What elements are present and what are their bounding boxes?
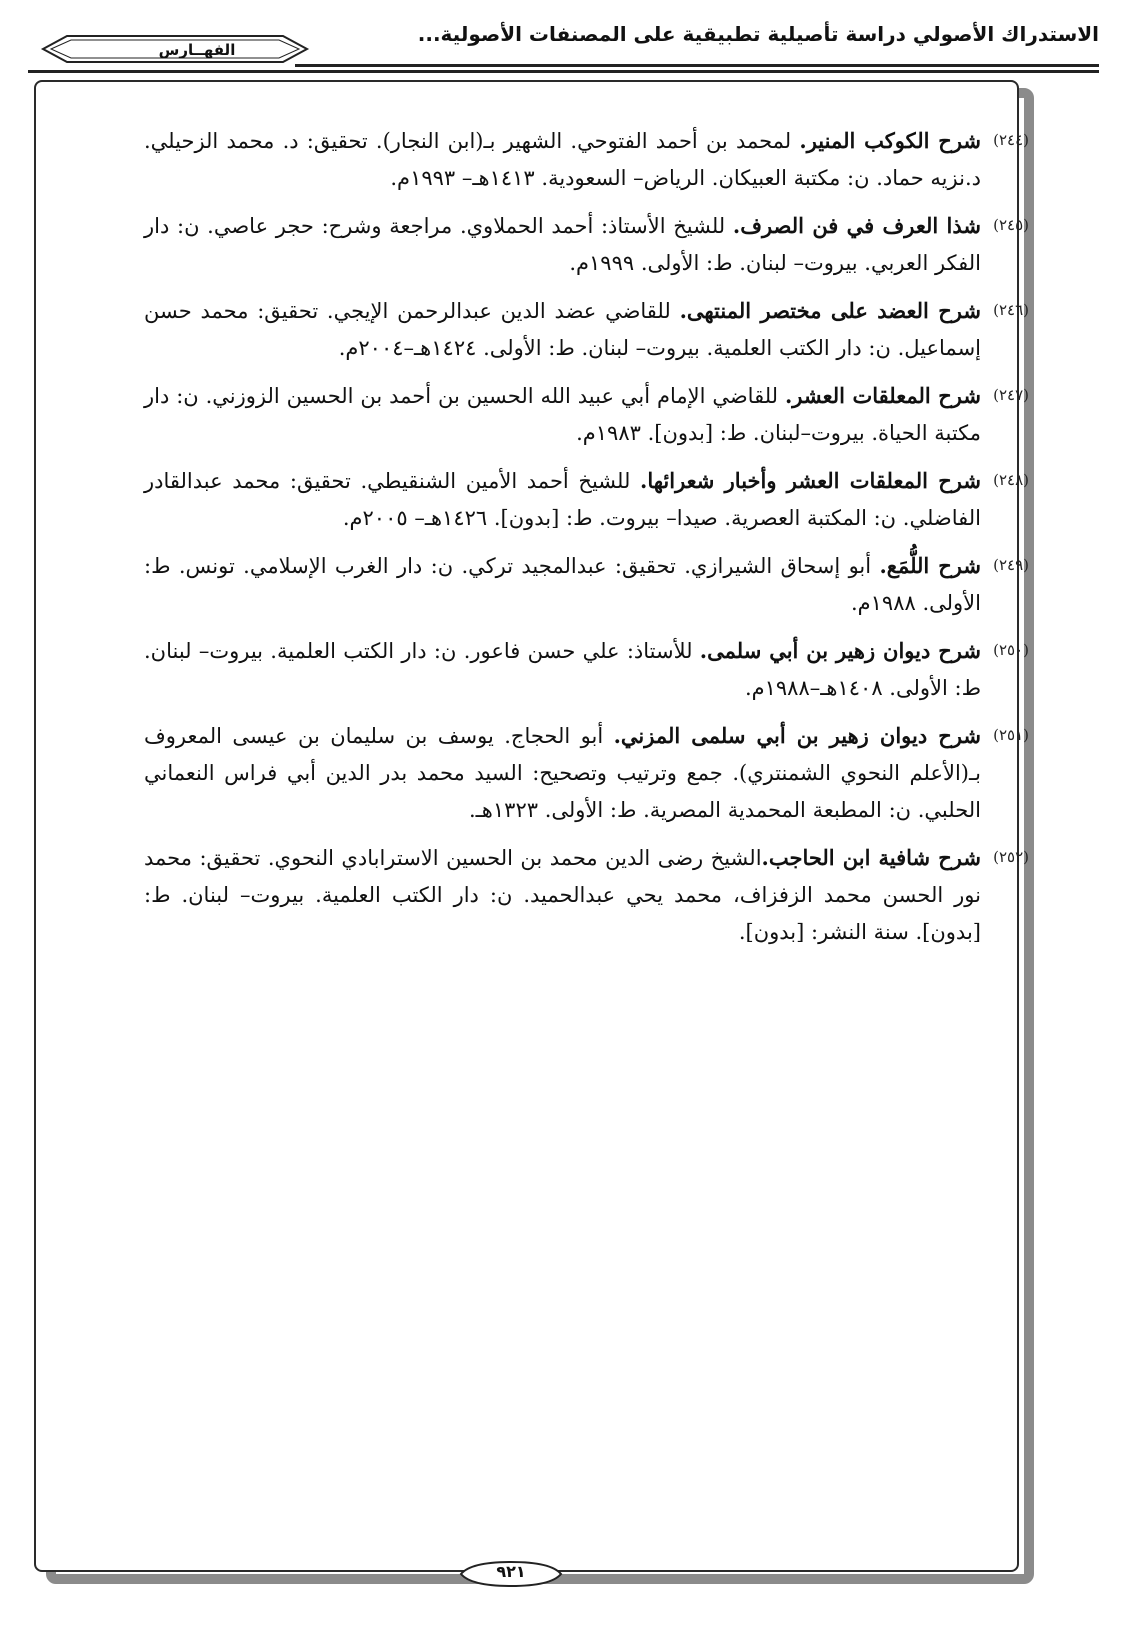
entry-title: شرح المعلقات العشر. xyxy=(784,383,981,408)
bibliography-entry xyxy=(144,122,1029,197)
bibliography-entry xyxy=(144,839,1029,951)
entry-number: (٢٥١) xyxy=(993,726,1029,744)
entry-number: (٢٥٠) xyxy=(993,641,1029,659)
bibliography-entry xyxy=(144,632,1029,707)
entry-number: (٢٤٧) xyxy=(993,386,1029,404)
entry-title: شرح المعلقات العشر وأخبار شعرائها. xyxy=(640,468,981,493)
bibliography-entry xyxy=(144,462,1029,537)
bibliography-entry xyxy=(144,292,1029,367)
header-rule-secondary xyxy=(28,70,1099,73)
entry-number: (٢٥٢) xyxy=(993,848,1029,866)
entry-title: شذا العرف في فن الصرف. xyxy=(732,213,981,238)
bibliography-entry xyxy=(144,207,1029,282)
entry-number: (٢٤٦) xyxy=(993,301,1029,319)
bibliography-entry xyxy=(144,377,1029,452)
bibliography-entry xyxy=(144,547,1029,622)
entry-text: أبو إسحاق الشيرازي. تحقيق: عبدالمجيد تركي. ن: دار الغرب الإسلامي. تونس. ط: الأولى. ١٩٨٨م. xyxy=(144,554,981,615)
header-title: الاستدراك الأصولي دراسة تأصيلية تطبيقية على المصنفات الأصولية... xyxy=(417,22,1099,46)
entry-number: (٢٤٤) xyxy=(993,131,1029,149)
section-label: الفهــارس xyxy=(158,41,236,59)
entry-title: شرح العضد على مختصر المنتهى. xyxy=(679,298,981,323)
entry-number: (٢٤٨) xyxy=(993,471,1029,489)
entry-text: الشيخ رضى الدين محمد بن الحسين الاسترابادي النحوي. تحقيق: محمد نور الحسن محمد الزفزاف، محمد يحي عبدالحميد. ن: دار الكتب العلمية. بيروت– لبنان. ط: [بدون]. سنة النشر: [بدون]. xyxy=(144,846,981,944)
entry-number: (٢٤٩) xyxy=(993,556,1029,574)
bibliography-entry xyxy=(144,717,1029,829)
entry-title: شرح ديوان زهير بن أبي سلمى المزني. xyxy=(613,723,981,748)
entry-title: شرح ديوان زهير بن أبي سلمى. xyxy=(699,638,981,663)
page-number: ٩٢١ xyxy=(496,1562,526,1581)
entry-text: للأستاذ: علي حسن فاعور. ن: دار الكتب العلمية. بيروت– لبنان. ط: الأولى. ١٤٠٨هـ–١٩٨٨م. xyxy=(144,639,981,700)
entry-title: شرح الكوكب المنير. xyxy=(799,128,981,153)
entry-text: للقاضي الإمام أبي عبيد الله الحسين بن أحمد بن الحسين الزوزني. ن: دار مكتبة الحياة. بيروت–لبنان. ط: [بدون]. ١٩٨٣م. xyxy=(144,384,981,445)
entry-text: للشيخ أحمد الأمين الشنقيطي. تحقيق: محمد عبدالقادر الفاضلي. ن: المكتبة العصرية. صيدا– بيروت. ط: [بدون]. ١٤٢٦هـ– ٢٠٠٥م. xyxy=(144,469,981,530)
entry-number: (٢٤٥) xyxy=(993,216,1029,234)
entry-text: لمحمد بن أحمد الفتوحي. الشهير بـ(ابن النجار). تحقيق: د. محمد الزحيلي. د.نزيه حماد. ن: مكتبة العبيكان. الرياض– السعودية. ١٤١٣هـ– ١٩٩٣م. xyxy=(144,129,981,190)
header-rule xyxy=(295,64,1099,67)
entry-title: شرح اللُّمَع. xyxy=(879,553,981,578)
entry-text: أبو الحجاج. يوسف بن سليمان بن عيسى المعروف بـ(الأعلم النحوي الشمنتري). جمع وترتيب وتصحيح: السيد محمد بدر الدين أبي فراس النعماني الحلبي. ن: المطبعة المحمدية المصرية. ط: الأولى. ١٣٢٣هـ. xyxy=(144,724,981,822)
entry-text: للشيخ الأستاذ: أحمد الحملاوي. مراجعة وشرح: حجر عاصي. ن: دار الفكر العربي. بيروت– لبنان. ط: الأولى. ١٩٩٩م. xyxy=(144,214,981,275)
bibliography-list xyxy=(144,122,1029,961)
entry-text: للقاضي عضد الدين عبدالرحمن الإيجي. تحقيق: محمد حسن إسماعيل. ن: دار الكتب العلمية. بيروت– لبنان. ط: الأولى. ١٤٢٤هـ–٢٠٠٤م. xyxy=(144,299,981,360)
entry-title: شرح شافية ابن الحاجب. xyxy=(761,845,981,870)
